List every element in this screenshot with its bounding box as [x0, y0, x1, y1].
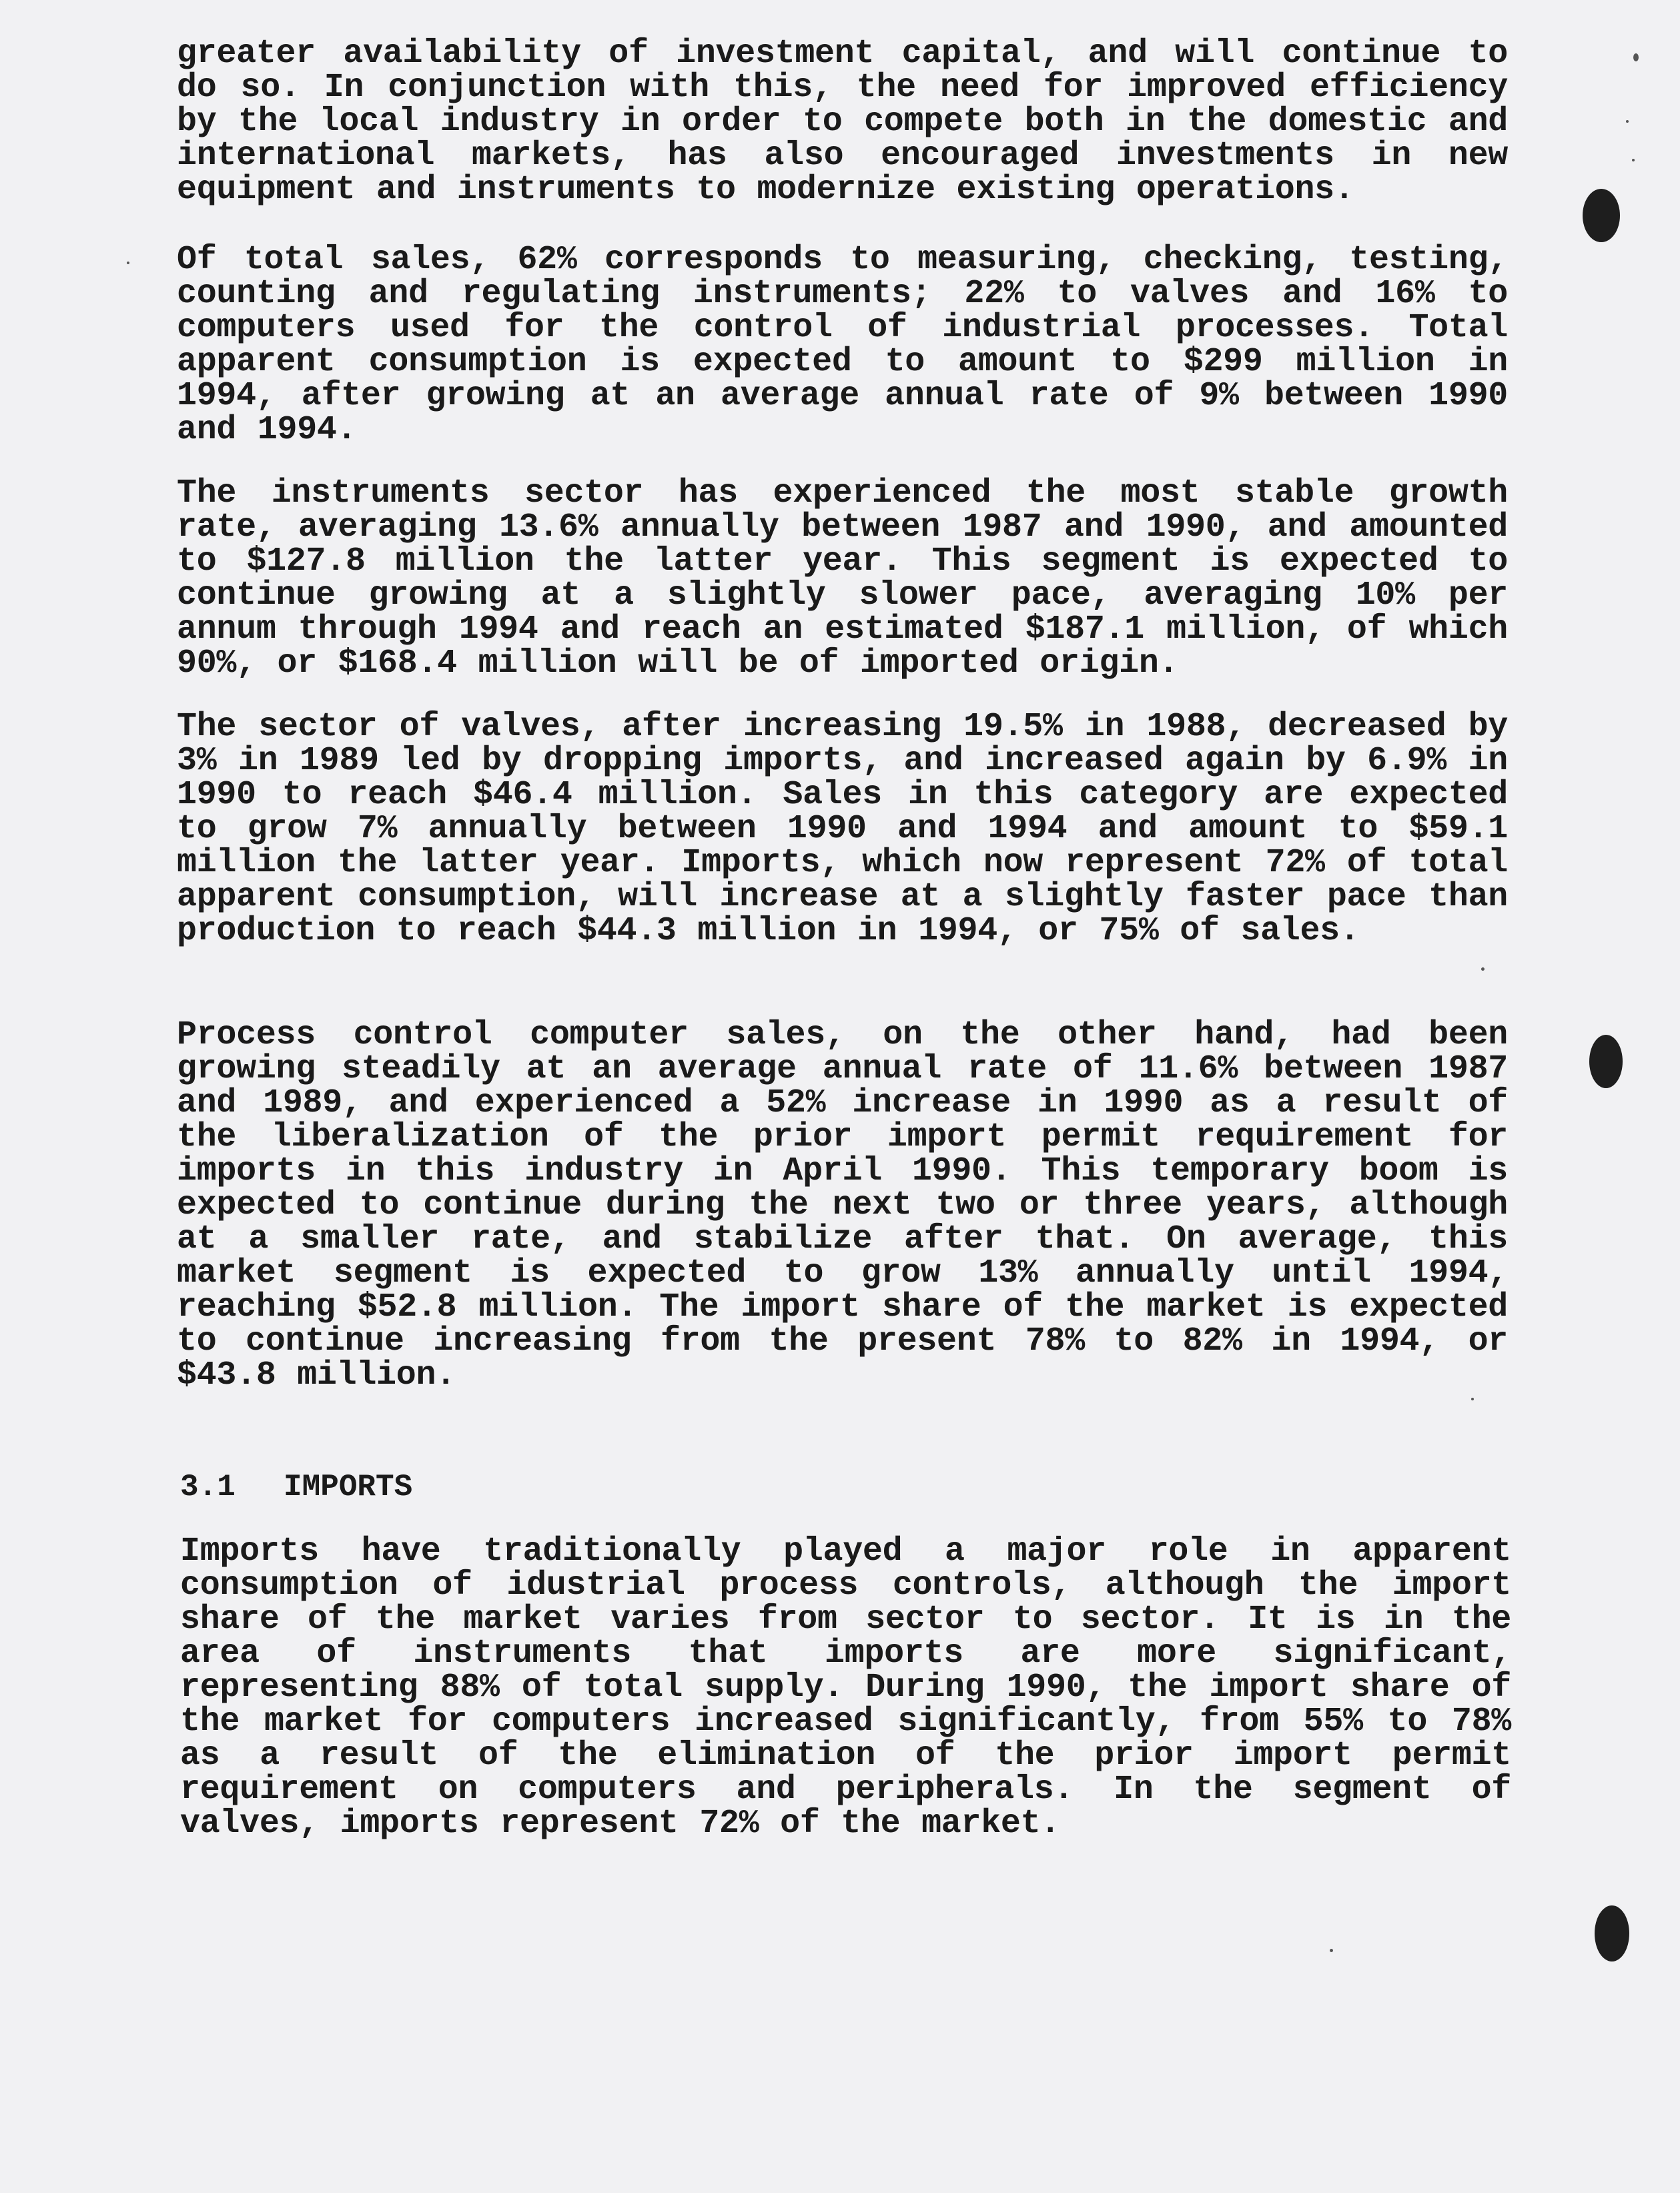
punch-hole-top [1583, 189, 1620, 242]
scan-speck [1330, 1949, 1333, 1952]
paragraph-imports: Imports have traditionally played a major role in apparent consumption of idustrial process controls, although the import share of the market varies from sector to sector. It is in the area of instruments that imports are more significant, representing 88% of total supply. During 1990, the import share of the market for computers increased significantly, from 55% to 78% as a result of the elimination of the prior import permit requirement on computers and peripherals. In the segment of valves, imports represent 72% of the market. [180, 1532, 1511, 1843]
scan-speck [1633, 53, 1639, 61]
punch-hole-bottom [1595, 1905, 1629, 1961]
scan-speck [1632, 159, 1635, 161]
scan-speck [127, 262, 129, 264]
paragraph-investment-capital: greater availability of investment capital, and will continue to do so. In conjunction with this, the need for improved efficiency by the local industry in order to compete both in the domestic and international markets, has also encouraged investments in new equipment and instruments to modernize existing operations. [177, 35, 1508, 209]
paragraph-valves-sector: The sector of valves, after increasing 19.5% in 1988, decreased by 3% in 1989 led by dropping imports, and increased again by 6.9% in 1990 to reach $46.4 million. Sales in this category are expected to grow 7% annually between 1990 and 1994 and amount to $59.1 million the latter year. Imports, which now represent 72% of total apparent consumption, will increase at a slightly faster pace than production to reach $44.3 million in 1994, or 75% of sales. [177, 708, 1508, 950]
scan-speck [1471, 1398, 1474, 1400]
section-number: 3.1 [180, 1470, 236, 1504]
paragraph-total-sales: Of total sales, 62% corresponds to measuring, checking, testing, counting and regulating instruments; 22% to valves and 16% to computers used for the control of industrial processes. Total apparent consumption is expected to amount to $299 million in 1994, after growing at an average annual rate of 9% between 1990 and 1994. [177, 241, 1508, 449]
paragraph-process-control-computers: Process control computer sales, on the other hand, had been growing steadily at an average annual rate of 11.6% between 1987 and 1989, and experienced a 52% increase in 1990 as a result of the liberalization of the prior import permit requirement for imports in this industry in April 1990. This temporary boom is expected to continue during the next two or three years, although at a smaller rate, and stabilize after that. On average, this market segment is expected to grow 13% annually until 1994, reaching $52.8 million. The import share of the market is expected to continue increasing from the present 78% to 82% in 1994, or $43.8 million. [177, 1016, 1508, 1394]
punch-hole-middle [1589, 1035, 1623, 1088]
section-heading [180, 1470, 412, 1504]
section-title: IMPORTS [284, 1470, 413, 1504]
scan-speck [1481, 967, 1485, 971]
paragraph-instruments-sector: The instruments sector has experienced the most stable growth rate, averaging 13.6% annually between 1987 and 1990, and amounted to $127.8 million the latter year. This segment is expected to continue growing at a slightly slower pace, averaging 10% per annum through 1994 and reach an estimated $187.1 million, of which 90%, or $168.4 million will be of imported origin. [177, 474, 1508, 683]
scan-speck [1626, 120, 1629, 123]
